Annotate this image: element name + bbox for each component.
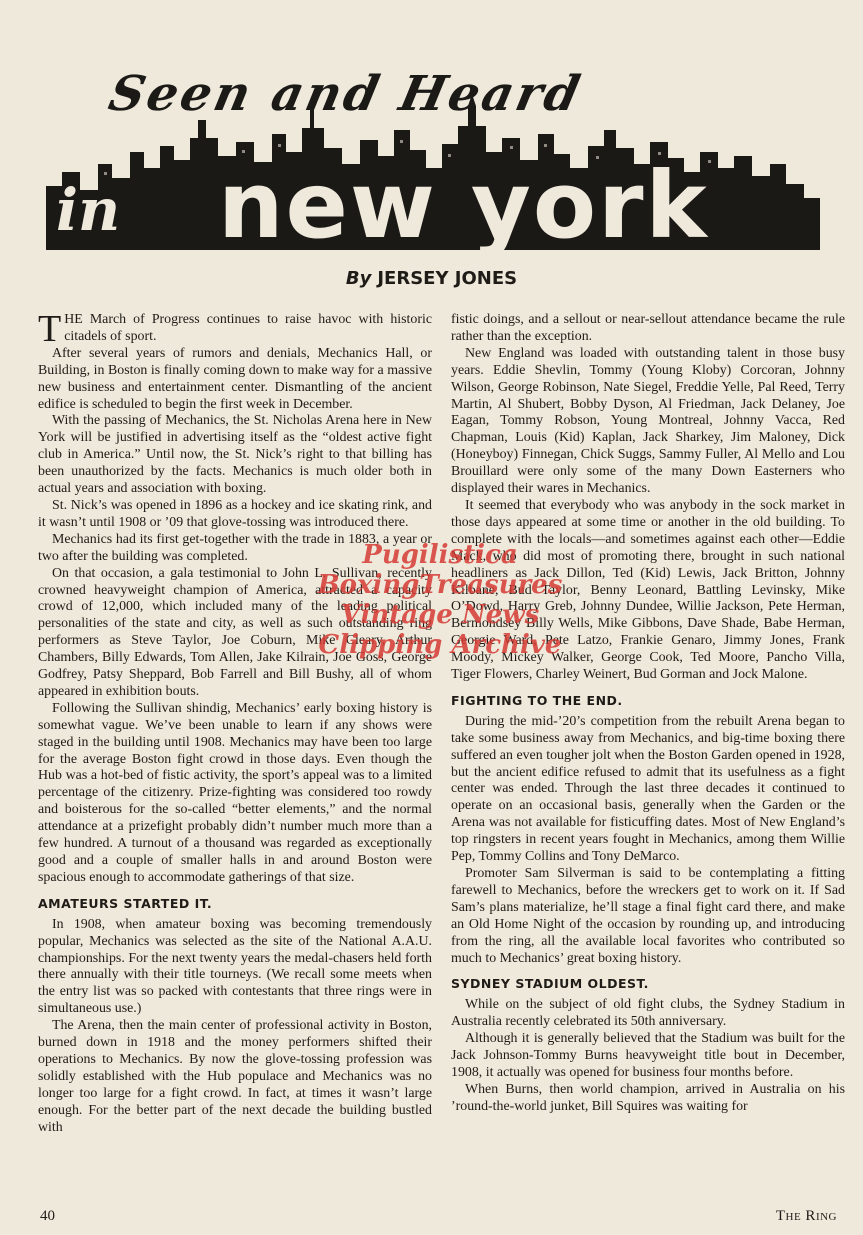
paragraph: In 1908, when amateur boxing was becoming tremendously popular, Mechanics was selected as the site of the National A.A.U. championships. For the next twenty years the medal-chasers held forth there annually with their title tourneys. (We recall some meets when the entry list was so packed with contestants that three rings were in simultaneous use.) — [38, 916, 432, 1017]
paragraph: Promoter Sam Silverman is said to be contemplating a fitting farewell to Mechanics, before the wreckers get to work on it. If Sad Sam’s plans materialize, he’ll stage a final fight card there, and make an Old Home Night of the occasion by rounding up, and introducing from the ring, all the available local favorites who contributed so much to Mechanics’ great boxing history. — [451, 866, 845, 966]
magazine-name: The Ring — [775, 1208, 837, 1224]
watermark-line: BoxingTreasures — [317, 570, 563, 600]
paragraph: After several years of rumors and denials, Mechanics Hall, or Building, in Boston is finally coming down to make way for a massive new business and entertainment center. Dismantling of the ancient edifice is scheduled to begin the first week in December. — [38, 345, 432, 412]
banner-city-name: new york — [218, 152, 709, 259]
paragraph: Although it is generally believed that the Stadium was built for the Jack Johnson-Tommy Burns heavyweight title bout in December, 1908, it actually was opened for business four months before. — [451, 1031, 845, 1080]
banner-script-title: Seen and Heard — [104, 66, 588, 122]
paragraph: Following the Sullivan shindig, Mechanics’ early boxing history is somewhat vague. We’ve been unable to learn if any shows were staged in the building until 1908. Mechanics may have been too large for the average Boston fight crowd in those days. Even though the Hub was a hot-bed of fistic activity, the sport’s appeal was to a limited percentage of the citizenry. Prize-fighting was considered too rowdy and boisterous for the so-called “better elements,” and the normal attendance at a prizefight probably didn’t number much more than a few hundred. A turnout of a thousand was regarded as exceptionally good and a couple of smaller halls in and around Boston were spacious enough to accommodate gatherings of that size. — [38, 700, 432, 885]
section-heading: SYDNEY STADIUM OLDEST. — [451, 976, 649, 992]
drop-cap: T — [38, 308, 62, 350]
paragraph: fistic doings, and a sellout or near-sellout attendance became the rule rather than the exception. — [451, 312, 845, 344]
section-heading: AMATEURS STARTED IT. — [38, 895, 213, 911]
page-number: 40 — [40, 1208, 55, 1224]
banner-in-word: in — [56, 176, 121, 244]
paragraph: St. Nick’s was opened in 1896 as a hockey and ice skating rink, and it wasn’t until 1908 or ’09 that glove-tossing was introduced there. — [38, 497, 432, 530]
paragraph: On that occasion, a gala testimonial to John L. Sullivan, recently crowned heavyweight champion of America, attracted a capacity crowd of 12,000, which included many of the leading political personalities of the state and city, as well as such outstanding ring performers as Steve Taylor, Joe Coburn, Mike Cleary, Arthur Chambers, Billy Edwards, Tom Allen, Jake Kilrain, Joe Goss, George Godfrey, Patsy Sheppard, Bob Farrell and Bill Bushy, all of whom appeared in exhibition bouts. — [38, 565, 432, 699]
watermark — [300, 540, 580, 660]
left-column — [38, 308, 432, 1137]
paragraph: When Burns, then world champion, arrived in Australia on his ’round-the-world junket, Bill Squires was waiting for — [451, 1081, 845, 1114]
watermark-line: Vintage News — [340, 600, 540, 630]
watermark-line: Pugilistica — [362, 540, 518, 570]
right-column — [451, 312, 845, 1116]
paragraph: It seemed that everybody who was anybody in the sock market in those days appeared at some time or another in the old building. To complete with the locals—and sometimes against each other—Eddie Mack, who did most of promoting there, brought in such national headliners as Jack Dillon, Ted (Kid) Lewis, Jack Britton, Johnny Kilbane, Bud Taylor, Benny Leonard, Battling Levinsky, Mike O’Dowd, Harry Greb, Johnny Dundee, Willie Jackson, Pete Herman, Bermondsey Billy Wells, Mike Gibbons, Dave Shade, Babe Herman, Georgie Ward, Pete Latzo, Frankie Genaro, Jimmy Jones, Frank Moody, Mickey Walker, George Cook, Ted Moore, Pancho Villa, Tiger Flowers, Charley Weinert, Bud Gorman and Jock Malone. — [451, 497, 845, 683]
paragraph-text: HE March of Progress continues to raise havoc with historic citadels of sport. — [64, 312, 432, 344]
paragraph — [38, 308, 432, 350]
section-heading: FIGHTING TO THE END. — [451, 692, 623, 708]
paragraph: Mechanics had its first get-together with the trade in 1883, a year or two after the building was completed. — [38, 531, 432, 564]
paragraph: While on the subject of old fight clubs, the Sydney Stadium in Australia recently celebrated its 50th anniversary. — [451, 997, 845, 1030]
byline — [0, 268, 863, 289]
paragraph: New England was loaded with outstanding talent in those busy years. Eddie Shevlin, Tommy (Young Kloby) Corcoran, Johnny Wilson, George Robinson, Nate Siegel, Freddie Yelle, Pal Reed, Terry Martin, Al Shubert, Bobby Dyson, Al Friedman, Jack Delaney, Joe Eagan, Tommy Robson, Young Montreal, Johnny Vacca, Red Chapman, Louis (Kid) Kaplan, Jack Sharkey, Jim Maloney, Dick (Honeyboy) Finnegan, Chick Suggs, Sammy Fuller, Al Mello and Lou Brouillard were only some of the many Down Easterners who displayed their wares in Mechanics. — [451, 345, 845, 497]
paragraph: The Arena, then the main center of professional activity in Boston, burned down in 1918 and the money performers shifted their operations to Mechanics. By now the glove-tossing profession was solidly established with the Hub populace and Mechanics was no longer too large for a fight crowd. In fact, at times it wasn’t large enough. For the better part of the next decade the building bustled with — [38, 1018, 432, 1135]
paragraph: During the mid-’20’s competition from the rebuilt Arena began to take some business away from Mechanics, and big-time boxing there suffered an even tougher jolt when the Boston Garden opened in 1928, but the ancient edifice refused to admit that its usefulness as a fight center was ended. Through the last three decades it continued to operate on an occasional basis, generally when the Garden or the Arena was not available for fisticuffing dates. Most of New England’s top ringsters in recent years fought in Mechanics, among them Willie Pep, Tommy Collins and Tony DeMarco. — [451, 713, 845, 865]
byline-by: By — [345, 268, 372, 289]
banner-dot: • — [218, 244, 279, 351]
paragraph: With the passing of Mechanics, the St. Nicholas Arena here in New York will be justified in advertising itself as the “oldest active fight club in America.” Until now, the St. Nick’s right to that billing has been unauthorized by the facts. Mechanics is much older both in actual years and association with boxing. — [38, 413, 432, 497]
watermark-line: Clipping Archive — [318, 630, 562, 660]
byline-author: JERSEY JONES — [377, 268, 518, 289]
